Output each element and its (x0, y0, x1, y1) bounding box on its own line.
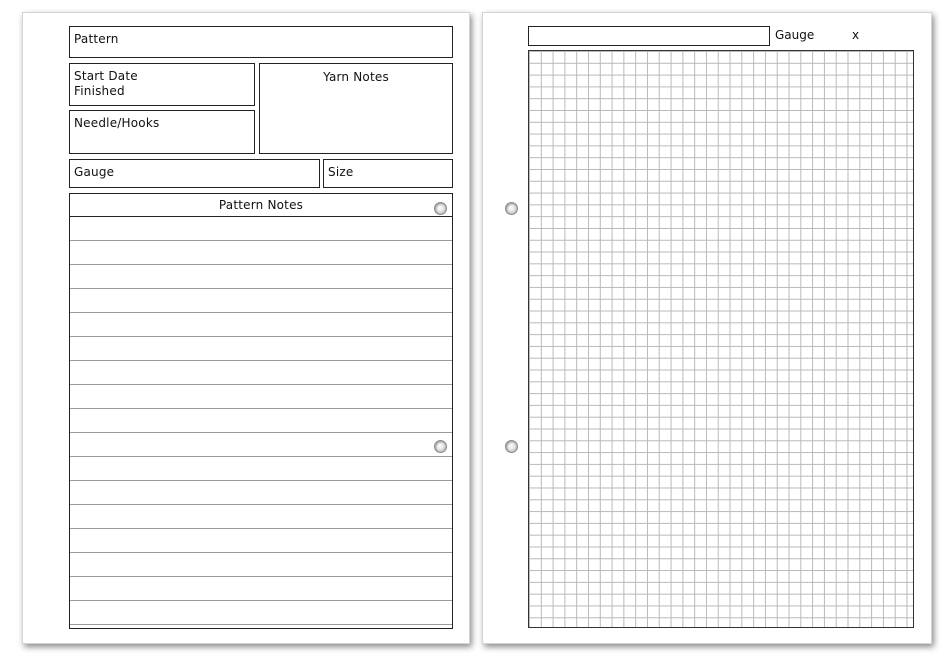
finished-label: Finished (74, 84, 125, 98)
pattern-label: Pattern (74, 32, 119, 46)
yarn-notes-label: Yarn Notes (323, 70, 389, 84)
dates-field[interactable] (69, 63, 255, 106)
punch-hole-icon (505, 202, 518, 215)
pattern-notes-label: Pattern Notes (218, 198, 304, 212)
gauge-input-field[interactable] (528, 26, 770, 46)
left-page (22, 12, 470, 644)
needle-hooks-field[interactable] (69, 110, 255, 154)
size-field[interactable] (323, 159, 453, 188)
start-date-label: Start Date (74, 69, 138, 83)
gauge-separator: x (852, 28, 860, 42)
pattern-notes-area[interactable] (69, 193, 453, 629)
needle-hooks-label: Needle/Hooks (74, 116, 160, 130)
punch-hole-icon (434, 202, 447, 215)
punch-hole-icon (505, 440, 518, 453)
gauge-label: Gauge (775, 28, 815, 42)
yarn-notes-field[interactable] (259, 63, 453, 154)
right-page (482, 12, 932, 644)
ruled-lines (70, 217, 452, 628)
size-label: Size (328, 165, 354, 179)
punch-hole-icon (434, 440, 447, 453)
gauge-label: Gauge (74, 165, 115, 179)
graph-paper-grid[interactable] (528, 50, 914, 628)
pattern-field[interactable] (69, 26, 453, 58)
gauge-field[interactable] (69, 159, 320, 188)
